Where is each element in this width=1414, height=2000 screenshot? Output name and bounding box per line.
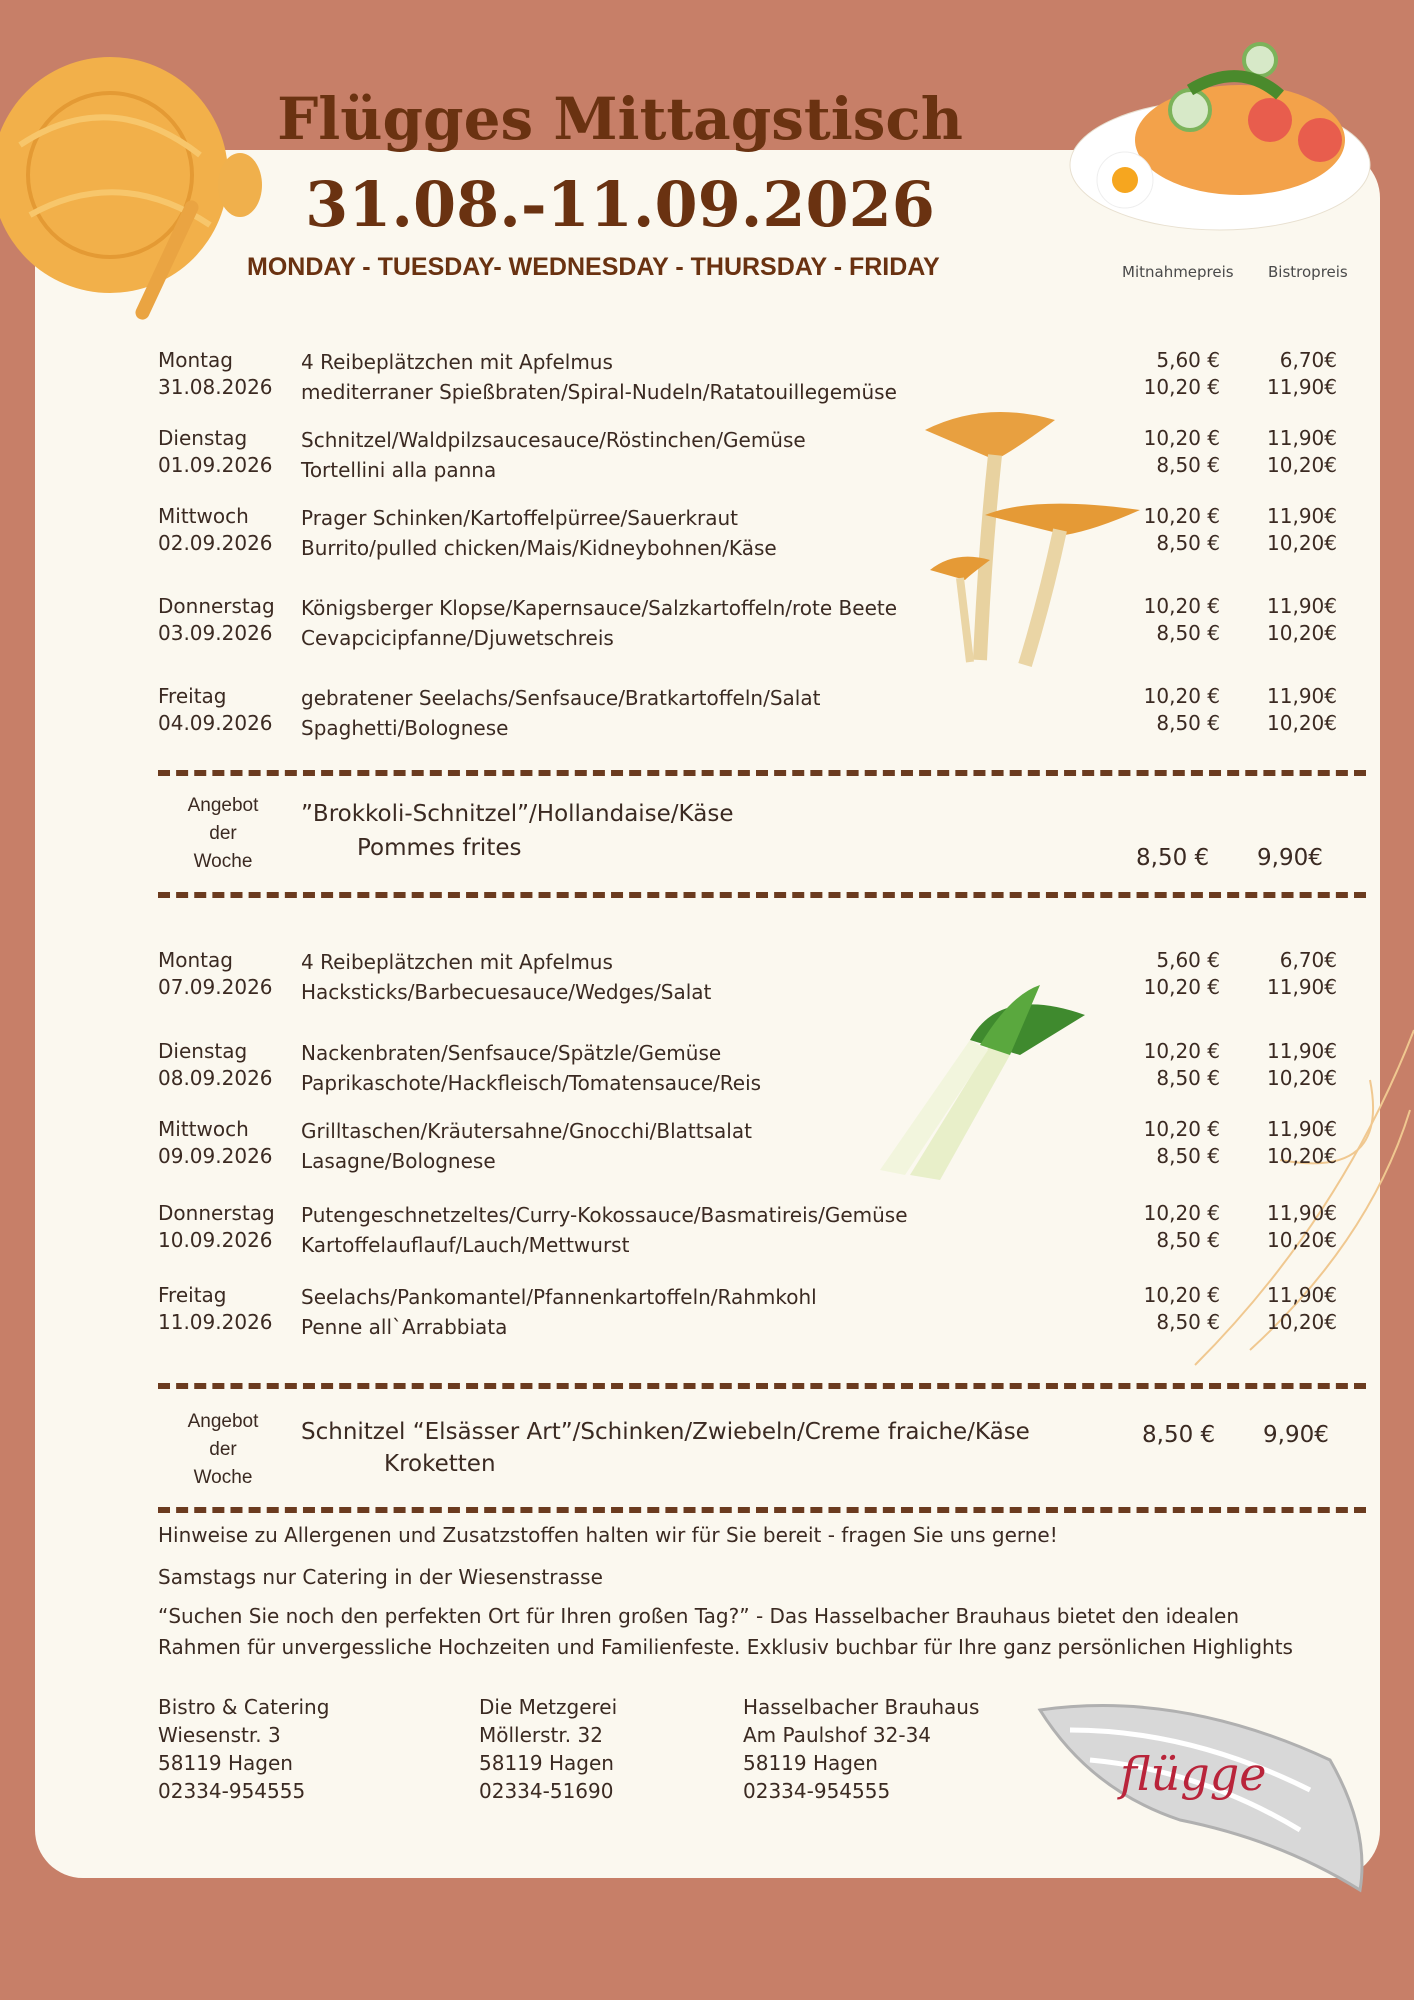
address-name: Bistro & Catering bbox=[158, 1695, 330, 1719]
price-takeaway: 10,20 € bbox=[1143, 375, 1220, 399]
day-label bbox=[158, 1038, 273, 1092]
dish-name: Putengeschnetzeltes/Curry-Kokossauce/Basmatireis/Gemüse bbox=[301, 1203, 908, 1227]
offer-label-line: Woche bbox=[193, 1467, 253, 1488]
dish-list bbox=[301, 1200, 908, 1260]
dish-name: Königsberger Klopse/Kapernsauce/Salzkartoffeln/rote Beete bbox=[301, 596, 898, 620]
dish-name: Grilltaschen/Kräutersahne/Gnocchi/Blattsalat bbox=[301, 1119, 752, 1143]
offer-price-takeaway: 8,50 € bbox=[1136, 845, 1210, 871]
price-takeaway: 10,20 € bbox=[1143, 1039, 1220, 1063]
weekday: Freitag bbox=[158, 1283, 227, 1307]
date: 08.09.2026 bbox=[158, 1066, 273, 1090]
dish-name: Spaghetti/Bolognese bbox=[301, 716, 509, 740]
divider bbox=[158, 770, 1366, 776]
dish-list bbox=[301, 347, 897, 407]
price-bistro: 6,70€ bbox=[1279, 348, 1337, 372]
price-takeaway: 10,20 € bbox=[1143, 1283, 1220, 1307]
day-label bbox=[158, 593, 275, 647]
takeaway-prices bbox=[1110, 683, 1220, 737]
price-takeaway: 10,20 € bbox=[1143, 426, 1220, 450]
dish-list bbox=[301, 593, 897, 653]
date: 02.09.2026 bbox=[158, 531, 273, 555]
weekday: Montag bbox=[158, 948, 233, 972]
date: 31.08.2026 bbox=[158, 375, 273, 399]
dish-name: Nackenbraten/Senfsauce/Spätzle/Gemüse bbox=[301, 1041, 722, 1065]
dish-name: Paprikaschote/Hackfleisch/Tomatensauce/Reis bbox=[301, 1071, 762, 1095]
weekday: Dienstag bbox=[158, 1039, 248, 1063]
bistro-prices bbox=[1240, 347, 1337, 401]
price-takeaway: 10,20 € bbox=[1143, 1117, 1220, 1141]
takeaway-prices bbox=[1110, 347, 1220, 401]
takeaway-prices bbox=[1110, 503, 1220, 557]
date-range: 31.08.-11.09.2026 bbox=[305, 168, 935, 241]
price-takeaway: 5,60 € bbox=[1156, 948, 1220, 972]
weekday: Mittwoch bbox=[158, 504, 249, 528]
dish-name: 4 Reibeplätzchen mit Apfelmus bbox=[301, 950, 613, 974]
allergen-note: Hinweise zu Allergenen und Zusatzstoffen halten wir für Sie bereit - fragen Sie uns gerne! bbox=[158, 1523, 1058, 1547]
bistro-prices bbox=[1240, 425, 1337, 479]
price-takeaway: 10,20 € bbox=[1143, 594, 1220, 618]
day-label bbox=[158, 425, 273, 479]
day-label bbox=[158, 1116, 273, 1170]
offer-dish-line1: ”Brokkoli-Schnitzel”/Hollandaise/Käse bbox=[301, 801, 734, 827]
takeaway-prices bbox=[1110, 1282, 1220, 1336]
price-bistro: 11,90€ bbox=[1267, 375, 1337, 399]
price-takeaway: 8,50 € bbox=[1156, 1228, 1220, 1252]
price-bistro: 11,90€ bbox=[1267, 1117, 1337, 1141]
fluegge-logo bbox=[1030, 1690, 1380, 1900]
takeaway-prices bbox=[1110, 1200, 1220, 1254]
weekday: Mittwoch bbox=[158, 1117, 249, 1141]
day-label bbox=[158, 1282, 273, 1336]
col-bistro-header: Bistropreis bbox=[1268, 263, 1348, 281]
wedding-note-line2: Rahmen für unvergessliche Hochzeiten und Familienfeste. Exklusiv buchbar für Ihre ganz persönlichen Highlights bbox=[158, 1635, 1293, 1659]
page-title: Flügges Mittagstisch bbox=[277, 85, 963, 153]
day-label bbox=[158, 947, 273, 1001]
address-name: Hasselbacher Brauhaus bbox=[743, 1695, 980, 1719]
price-takeaway: 8,50 € bbox=[1156, 711, 1220, 735]
price-bistro: 10,20€ bbox=[1267, 1228, 1337, 1252]
date: 03.09.2026 bbox=[158, 621, 273, 645]
weekdays-line: MONDAY - TUESDAY- WEDNESDAY - THURSDAY - FRIDAY bbox=[247, 253, 940, 281]
takeaway-prices bbox=[1110, 593, 1220, 647]
offer-price-takeaway: 8,50 € bbox=[1142, 1422, 1216, 1448]
price-bistro: 10,20€ bbox=[1267, 1066, 1337, 1090]
divider bbox=[158, 1507, 1366, 1513]
price-takeaway: 10,20 € bbox=[1143, 504, 1220, 528]
address-metzgerei bbox=[479, 1693, 617, 1805]
offer-price-bistro: 9,90€ bbox=[1263, 1422, 1329, 1448]
price-bistro: 10,20€ bbox=[1267, 453, 1337, 477]
date: 11.09.2026 bbox=[158, 1310, 273, 1334]
offer-label-line: der bbox=[209, 1439, 237, 1460]
weekday: Donnerstag bbox=[158, 1201, 275, 1225]
dish-name: Kartoffelauflauf/Lauch/Mettwurst bbox=[301, 1233, 630, 1257]
address-phone: 02334-954555 bbox=[743, 1779, 891, 1803]
offer-label-line: der bbox=[209, 823, 237, 844]
dish-list bbox=[301, 1282, 817, 1342]
bistro-prices bbox=[1240, 593, 1337, 647]
address-city: 58119 Hagen bbox=[743, 1751, 878, 1775]
price-bistro: 6,70€ bbox=[1279, 948, 1337, 972]
dish-list bbox=[301, 1116, 752, 1176]
price-bistro: 10,20€ bbox=[1267, 1144, 1337, 1168]
dish-name: Penne all`Arrabbiata bbox=[301, 1315, 508, 1339]
wedding-note-line1: “Suchen Sie noch den perfekten Ort für Ihren großen Tag?” - Das Hasselbacher Brauhaus bietet den idealen bbox=[158, 1604, 1240, 1628]
price-takeaway: 8,50 € bbox=[1156, 1144, 1220, 1168]
price-bistro: 11,90€ bbox=[1267, 1039, 1337, 1063]
date: 07.09.2026 bbox=[158, 975, 273, 999]
dish-name: Lasagne/Bolognese bbox=[301, 1149, 496, 1173]
address-phone: 02334-954555 bbox=[158, 1779, 306, 1803]
divider bbox=[158, 1383, 1366, 1389]
price-takeaway: 5,60 € bbox=[1156, 348, 1220, 372]
bistro-prices bbox=[1240, 1200, 1337, 1254]
price-bistro: 10,20€ bbox=[1267, 1310, 1337, 1334]
leek-illustration bbox=[870, 985, 1090, 1180]
price-bistro: 11,90€ bbox=[1267, 426, 1337, 450]
offer-dish-line1: Schnitzel “Elsässer Art”/Schinken/Zwiebeln/Creme fraiche/Käse bbox=[301, 1419, 1030, 1445]
offer-dish-line2: Kroketten bbox=[384, 1451, 496, 1477]
address-brauhaus bbox=[743, 1693, 979, 1805]
bistro-prices bbox=[1240, 1282, 1337, 1336]
date: 10.09.2026 bbox=[158, 1228, 273, 1252]
bistro-prices bbox=[1240, 1038, 1337, 1092]
dish-list bbox=[301, 947, 711, 1007]
weekday: Donnerstag bbox=[158, 594, 275, 618]
bistro-prices bbox=[1240, 947, 1337, 1001]
offer-label-line: Woche bbox=[193, 851, 253, 872]
date: 01.09.2026 bbox=[158, 453, 273, 477]
price-bistro: 11,90€ bbox=[1267, 1283, 1337, 1307]
weekday: Montag bbox=[158, 348, 233, 372]
bistro-prices bbox=[1240, 503, 1337, 557]
takeaway-prices bbox=[1110, 947, 1220, 1001]
takeaway-prices bbox=[1110, 1116, 1220, 1170]
price-bistro: 11,90€ bbox=[1267, 684, 1337, 708]
price-takeaway: 8,50 € bbox=[1156, 1310, 1220, 1334]
weekday: Dienstag bbox=[158, 426, 248, 450]
address-street: Möllerstr. 32 bbox=[479, 1723, 603, 1747]
price-takeaway: 10,20 € bbox=[1143, 975, 1220, 999]
address-city: 58119 Hagen bbox=[479, 1751, 614, 1775]
takeaway-prices bbox=[1110, 1038, 1220, 1092]
price-bistro: 11,90€ bbox=[1267, 594, 1337, 618]
price-bistro: 10,20€ bbox=[1267, 711, 1337, 735]
price-bistro: 11,90€ bbox=[1267, 1201, 1337, 1225]
dish-name: mediterraner Spießbraten/Spiral-Nudeln/Ratatouillegemüse bbox=[301, 380, 897, 404]
dish-name: Prager Schinken/Kartoffelpürree/Sauerkraut bbox=[301, 506, 739, 530]
dish-list bbox=[301, 503, 777, 563]
dish-list bbox=[301, 683, 820, 743]
day-label bbox=[158, 347, 273, 401]
dish-name: Tortellini alla panna bbox=[301, 458, 497, 482]
offer-label bbox=[158, 792, 288, 876]
saturday-note: Samstags nur Catering in der Wiesenstrasse bbox=[158, 1565, 603, 1589]
day-label bbox=[158, 683, 273, 737]
address-phone: 02334-51690 bbox=[479, 1779, 614, 1803]
address-name: Die Metzgerei bbox=[479, 1695, 618, 1719]
bistro-prices bbox=[1240, 683, 1337, 737]
date: 09.09.2026 bbox=[158, 1144, 273, 1168]
offer-label-line: Angebot bbox=[187, 795, 259, 816]
day-label bbox=[158, 503, 273, 557]
price-takeaway: 10,20 € bbox=[1143, 684, 1220, 708]
price-bistro: 10,20€ bbox=[1267, 531, 1337, 555]
offer-dish-line2: Pommes frites bbox=[357, 835, 522, 861]
dish-name: Burrito/pulled chicken/Mais/Kidneybohnen/Käse bbox=[301, 536, 777, 560]
price-takeaway: 8,50 € bbox=[1156, 1066, 1220, 1090]
address-city: 58119 Hagen bbox=[158, 1751, 293, 1775]
dish-name: 4 Reibeplätzchen mit Apfelmus bbox=[301, 350, 613, 374]
address-bistro bbox=[158, 1693, 329, 1805]
col-takeaway-header: Mitnahmepreis bbox=[1122, 263, 1234, 281]
price-takeaway: 10,20 € bbox=[1143, 1201, 1220, 1225]
address-street: Am Paulshof 32-34 bbox=[743, 1723, 932, 1747]
logo-text: flügge bbox=[1120, 1747, 1267, 1801]
weekday: Freitag bbox=[158, 684, 227, 708]
dish-name: Cevapcicipfanne/Djuwetschreis bbox=[301, 626, 614, 650]
offer-label bbox=[158, 1408, 288, 1492]
price-takeaway: 8,50 € bbox=[1156, 621, 1220, 645]
bistro-prices bbox=[1240, 1116, 1337, 1170]
divider bbox=[158, 892, 1366, 898]
price-bistro: 11,90€ bbox=[1267, 504, 1337, 528]
address-street: Wiesenstr. 3 bbox=[158, 1723, 281, 1747]
takeaway-prices bbox=[1110, 425, 1220, 479]
price-bistro: 11,90€ bbox=[1267, 975, 1337, 999]
price-takeaway: 8,50 € bbox=[1156, 531, 1220, 555]
price-takeaway: 8,50 € bbox=[1156, 453, 1220, 477]
dish-name: Hacksticks/Barbecuesauce/Wedges/Salat bbox=[301, 980, 712, 1004]
date: 04.09.2026 bbox=[158, 711, 273, 735]
dish-name: gebratener Seelachs/Senfsauce/Bratkartoffeln/Salat bbox=[301, 686, 821, 710]
dish-name: Schnitzel/Waldpilzsaucesauce/Röstinchen/Gemüse bbox=[301, 428, 806, 452]
dish-list bbox=[301, 1038, 761, 1098]
price-bistro: 10,20€ bbox=[1267, 621, 1337, 645]
offer-price-bistro: 9,90€ bbox=[1257, 845, 1323, 871]
day-label bbox=[158, 1200, 275, 1254]
offer-label-line: Angebot bbox=[187, 1411, 259, 1432]
dish-name: Seelachs/Pankomantel/Pfannenkartoffeln/Rahmkohl bbox=[301, 1285, 817, 1309]
dish-list bbox=[301, 425, 806, 485]
